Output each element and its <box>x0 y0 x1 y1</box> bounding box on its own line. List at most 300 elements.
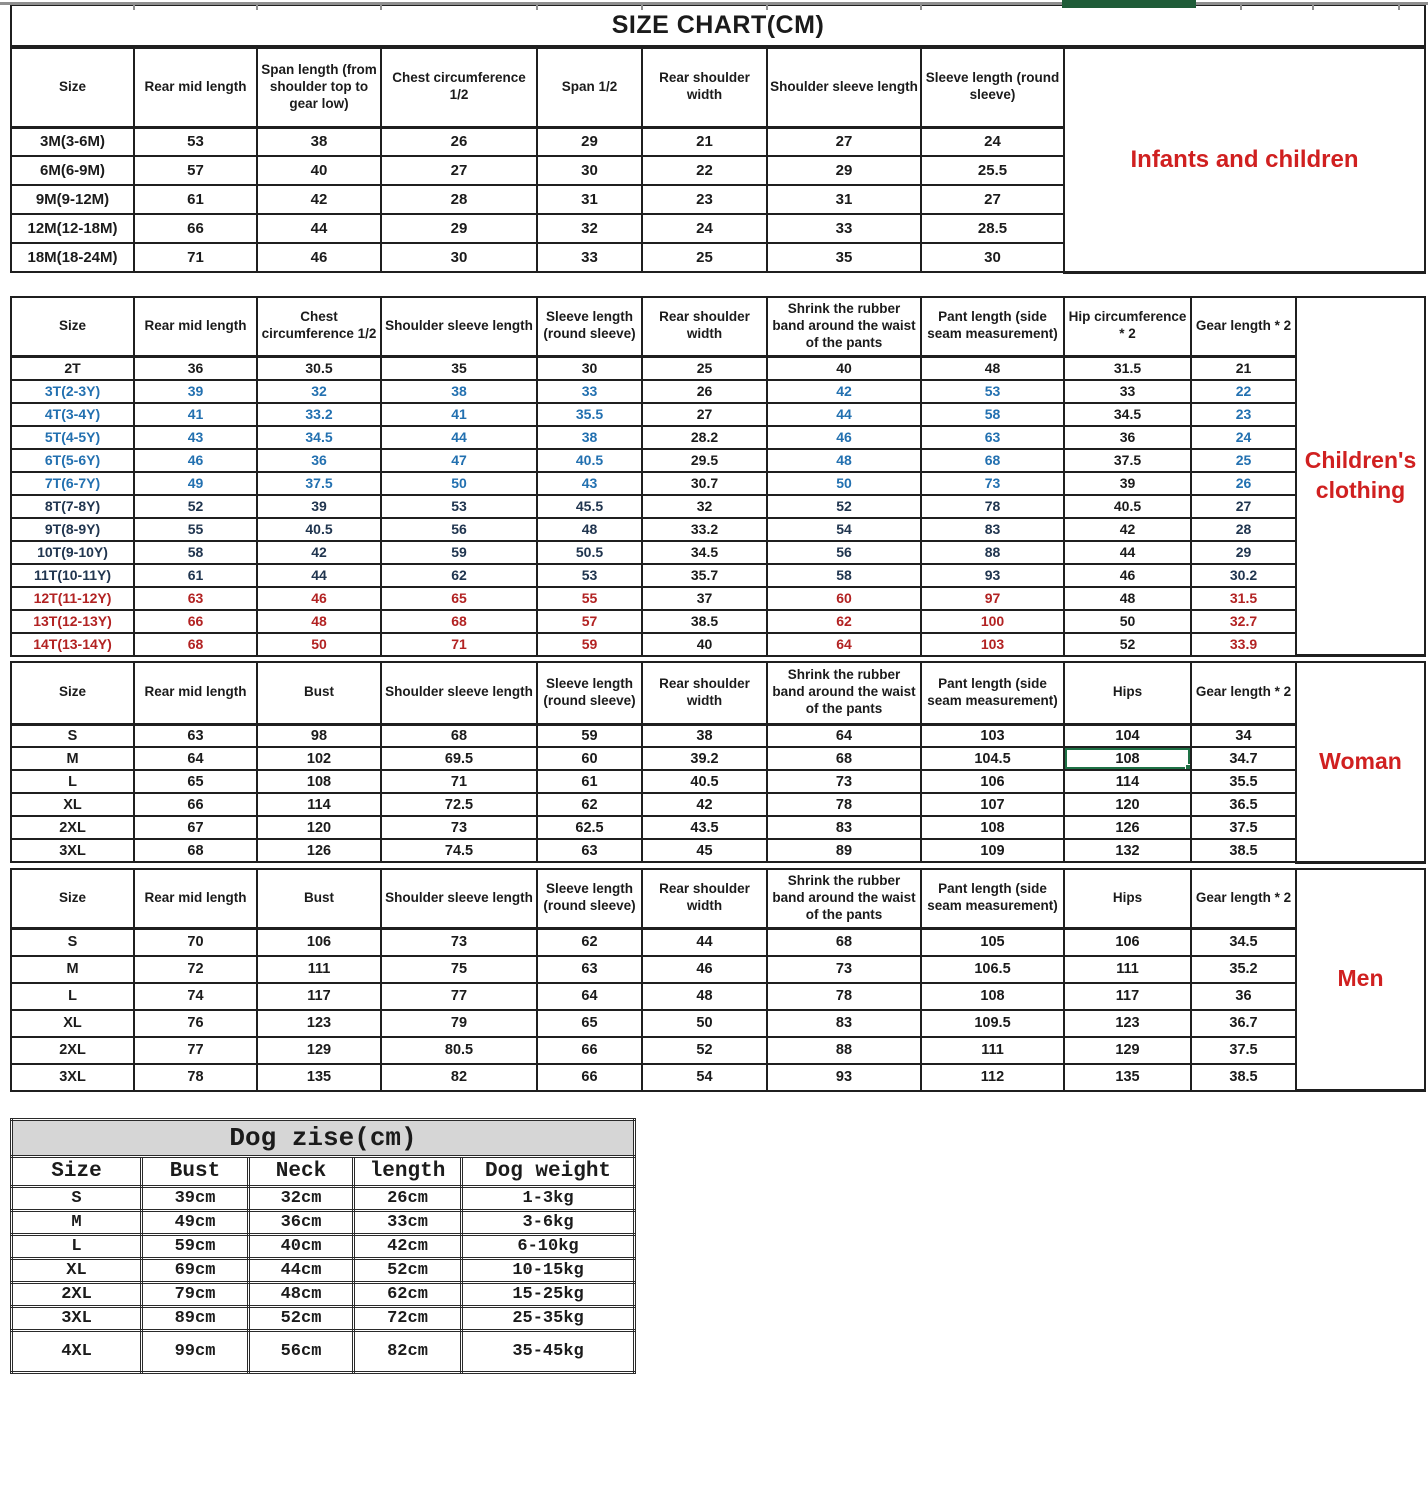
row-size: 2T <box>11 357 134 380</box>
row-size: 3M(3-6M) <box>11 127 134 156</box>
column-header: Shrink the rubber band around the waist of the pants <box>767 662 921 724</box>
cell: 35-45kg <box>462 1331 635 1373</box>
cell: 106 <box>921 770 1064 793</box>
cell: 30.2 <box>1191 564 1296 587</box>
cell: 37.5 <box>257 472 381 495</box>
cell: 48 <box>642 983 767 1010</box>
column-header: Neck <box>249 1157 354 1187</box>
cell: 40cm <box>249 1235 354 1259</box>
infants-children-size-table <box>10 4 1426 274</box>
cell: 59 <box>537 724 642 747</box>
cell: 45.5 <box>537 495 642 518</box>
row-size: 11T(10-11Y) <box>11 564 134 587</box>
cell: 71 <box>134 243 257 272</box>
cell: 37 <box>642 587 767 610</box>
cell: 111 <box>1064 956 1191 983</box>
cell: 38 <box>642 724 767 747</box>
cell: 33.9 <box>1191 633 1296 656</box>
children-clothing-size-table <box>10 296 1426 658</box>
cell: 34.5 <box>642 541 767 564</box>
row-size: XL <box>11 1010 134 1037</box>
cell: 73 <box>767 956 921 983</box>
row-size: S <box>12 1187 142 1211</box>
cell: 44 <box>381 426 537 449</box>
cell: 59 <box>537 633 642 656</box>
cell: 24 <box>921 127 1064 156</box>
cell: 34.5 <box>1064 403 1191 426</box>
cell: 38.5 <box>642 610 767 633</box>
cell: 27 <box>921 185 1064 214</box>
cell: 35.5 <box>537 403 642 426</box>
column-header: Pant length (side seam measurement) <box>921 297 1064 357</box>
table-row <box>12 1235 635 1259</box>
cell: 61 <box>134 564 257 587</box>
cell: 54 <box>642 1064 767 1091</box>
cell: 73 <box>381 929 537 956</box>
infants-chart-title: SIZE CHART(CM) <box>11 5 1425 47</box>
cell: 53 <box>537 564 642 587</box>
column-header: Rear mid length <box>134 869 257 929</box>
cell: 21 <box>642 127 767 156</box>
cell: 35 <box>767 243 921 272</box>
cell: 39.2 <box>642 747 767 770</box>
cell: 27 <box>767 127 921 156</box>
cell: 97 <box>921 587 1064 610</box>
cell: 123 <box>1064 1010 1191 1037</box>
column-header: length <box>354 1157 462 1187</box>
cell: 108 <box>921 816 1064 839</box>
cell: 30 <box>537 156 642 185</box>
cell: 65 <box>381 587 537 610</box>
cell: 98 <box>257 724 381 747</box>
cell: 32 <box>642 495 767 518</box>
table-row <box>11 380 1425 403</box>
row-size: 8T(7-8Y) <box>11 495 134 518</box>
cell: 103 <box>921 724 1064 747</box>
cell: 82cm <box>354 1331 462 1373</box>
column-header: Chest circumference 1/2 <box>257 297 381 357</box>
cell: 66 <box>537 1037 642 1064</box>
cell: 129 <box>257 1037 381 1064</box>
cell: 50 <box>381 472 537 495</box>
cell: 74.5 <box>381 839 537 862</box>
cell: 135 <box>257 1064 381 1091</box>
cell: 33.2 <box>257 403 381 426</box>
cell: 36 <box>257 449 381 472</box>
cell: 75 <box>381 956 537 983</box>
cell: 25 <box>1191 449 1296 472</box>
cell: 50 <box>257 633 381 656</box>
row-size: 4T(3-4Y) <box>11 403 134 426</box>
cell: 23 <box>642 185 767 214</box>
table-row <box>11 793 1425 816</box>
column-header: Sleeve length (round sleeve) <box>537 662 642 724</box>
cell: 66 <box>134 214 257 243</box>
cell: 42 <box>257 541 381 564</box>
cell: 120 <box>1064 793 1191 816</box>
table-row <box>11 449 1425 472</box>
top-tick <box>1312 2 1314 10</box>
cell: 76 <box>134 1010 257 1037</box>
top-tick <box>133 2 135 10</box>
cell: 47 <box>381 449 537 472</box>
cell: 29 <box>537 127 642 156</box>
cell: 48 <box>767 449 921 472</box>
cell: 64 <box>767 633 921 656</box>
dog-size-table <box>10 1118 636 1374</box>
cell: 46 <box>257 587 381 610</box>
cell: 79cm <box>142 1283 249 1307</box>
table-row <box>12 1187 635 1211</box>
cell: 26 <box>642 380 767 403</box>
selected-cell: 108 <box>1064 747 1191 770</box>
cell: 114 <box>257 793 381 816</box>
cell: 63 <box>134 724 257 747</box>
column-header: Rear shoulder width <box>642 662 767 724</box>
cell: 46 <box>642 956 767 983</box>
cell: 32 <box>257 380 381 403</box>
column-header: Pant length (side seam measurement) <box>921 869 1064 929</box>
cell: 35.2 <box>1191 956 1296 983</box>
cell: 135 <box>1064 1064 1191 1091</box>
cell: 33cm <box>354 1211 462 1235</box>
cell: 78 <box>767 983 921 1010</box>
cell: 42 <box>642 793 767 816</box>
cell: 34 <box>1191 724 1296 747</box>
cell: 44 <box>767 403 921 426</box>
table-row <box>11 518 1425 541</box>
cell: 39 <box>1064 472 1191 495</box>
cell: 99cm <box>142 1331 249 1373</box>
cell: 82 <box>381 1064 537 1091</box>
cell: 56cm <box>249 1331 354 1373</box>
cell: 1-3kg <box>462 1187 635 1211</box>
column-header: Dog weight <box>462 1157 635 1187</box>
row-size: 3T(2-3Y) <box>11 380 134 403</box>
cell: 108 <box>921 983 1064 1010</box>
cell: 40 <box>767 357 921 380</box>
column-header: Rear shoulder width <box>642 297 767 357</box>
column-header: Bust <box>257 869 381 929</box>
table-row <box>11 541 1425 564</box>
cell: 32 <box>537 214 642 243</box>
cell: 31.5 <box>1064 357 1191 380</box>
cell: 26 <box>381 127 537 156</box>
cell: 55 <box>134 518 257 541</box>
cell: 38.5 <box>1191 839 1296 862</box>
cell: 40.5 <box>537 449 642 472</box>
cell: 106 <box>257 929 381 956</box>
cell: 33 <box>537 380 642 403</box>
cell: 66 <box>134 610 257 633</box>
cell: 38 <box>257 127 381 156</box>
table-row <box>11 770 1425 793</box>
cell: 62 <box>381 564 537 587</box>
row-size: 2XL <box>11 816 134 839</box>
cell: 117 <box>257 983 381 1010</box>
cell: 40.5 <box>257 518 381 541</box>
table-row <box>12 1331 635 1373</box>
cell: 107 <box>921 793 1064 816</box>
cell: 72 <box>134 956 257 983</box>
women-size-table <box>10 661 1426 864</box>
cell: 132 <box>1064 839 1191 862</box>
cell: 29 <box>381 214 537 243</box>
cell: 46 <box>767 426 921 449</box>
cell: 65 <box>537 1010 642 1037</box>
cell: 38.5 <box>1191 1064 1296 1091</box>
cell: 25 <box>642 243 767 272</box>
table-row <box>11 1064 1425 1091</box>
cell: 53 <box>381 495 537 518</box>
column-header: Hips <box>1064 869 1191 929</box>
cell: 35.7 <box>642 564 767 587</box>
row-size: 7T(6-7Y) <box>11 472 134 495</box>
cell: 67 <box>134 816 257 839</box>
row-size: 2XL <box>11 1037 134 1064</box>
column-header: Rear shoulder width <box>642 869 767 929</box>
column-header: Size <box>12 1157 142 1187</box>
cell: 38 <box>381 380 537 403</box>
column-header: Size <box>11 869 134 929</box>
table-row <box>11 816 1425 839</box>
cell: 120 <box>257 816 381 839</box>
cell: 83 <box>921 518 1064 541</box>
table-row <box>11 426 1425 449</box>
cell: 34.5 <box>257 426 381 449</box>
row-size: M <box>11 956 134 983</box>
cell: 68 <box>767 747 921 770</box>
table-row <box>11 929 1425 956</box>
cell: 93 <box>767 1064 921 1091</box>
cell: 54 <box>767 518 921 541</box>
cell: 58 <box>921 403 1064 426</box>
cell: 126 <box>1064 816 1191 839</box>
cell: 66 <box>134 793 257 816</box>
cell: 68 <box>134 839 257 862</box>
column-header: Rear mid length <box>134 662 257 724</box>
top-tick <box>766 2 768 10</box>
cell: 64 <box>134 747 257 770</box>
cell: 30.5 <box>257 357 381 380</box>
cell: 68 <box>134 633 257 656</box>
table-row <box>12 1259 635 1283</box>
top-tick <box>1398 2 1400 10</box>
cell: 48 <box>1064 587 1191 610</box>
cell: 60 <box>537 747 642 770</box>
table-row <box>11 587 1425 610</box>
cell: 114 <box>1064 770 1191 793</box>
table-row <box>12 1211 635 1235</box>
cell: 44 <box>642 929 767 956</box>
cell: 56 <box>381 518 537 541</box>
cell: 39cm <box>142 1187 249 1211</box>
cell: 37.5 <box>1191 816 1296 839</box>
cell: 40 <box>257 156 381 185</box>
cell: 15-25kg <box>462 1283 635 1307</box>
cell: 70 <box>134 929 257 956</box>
cell: 36 <box>1064 426 1191 449</box>
cell: 68 <box>767 929 921 956</box>
table-row <box>11 633 1425 656</box>
table-row <box>11 839 1425 862</box>
row-size: S <box>11 724 134 747</box>
cell: 25 <box>642 357 767 380</box>
cell: 43 <box>134 426 257 449</box>
cell: 30 <box>921 243 1064 272</box>
cell: 129 <box>1064 1037 1191 1064</box>
row-size: M <box>12 1211 142 1235</box>
cell: 52 <box>767 495 921 518</box>
cell: 36 <box>1191 983 1296 1010</box>
cell: 21 <box>1191 357 1296 380</box>
cell: 71 <box>381 770 537 793</box>
row-size: XL <box>11 793 134 816</box>
cell: 83 <box>767 816 921 839</box>
row-size: 2XL <box>12 1283 142 1307</box>
cell: 29 <box>1191 541 1296 564</box>
table-row <box>11 403 1425 426</box>
cell: 103 <box>921 633 1064 656</box>
cell: 72cm <box>354 1307 462 1331</box>
cell: 28 <box>381 185 537 214</box>
column-header: Sleeve length (round sleeve) <box>921 47 1064 127</box>
cell: 78 <box>921 495 1064 518</box>
column-header: Bust <box>142 1157 249 1187</box>
cell: 27 <box>1191 495 1296 518</box>
cell: 62 <box>537 793 642 816</box>
cell: 22 <box>1191 380 1296 403</box>
cell: 28 <box>1191 518 1296 541</box>
row-size: 9M(9-12M) <box>11 185 134 214</box>
row-size: 3XL <box>12 1307 142 1331</box>
cell: 48 <box>537 518 642 541</box>
row-size: XL <box>12 1259 142 1283</box>
cell: 26 <box>1191 472 1296 495</box>
cell: 62.5 <box>537 816 642 839</box>
cell: 52cm <box>354 1259 462 1283</box>
cell: 30.7 <box>642 472 767 495</box>
row-size: L <box>11 770 134 793</box>
cell: 50 <box>1064 610 1191 633</box>
cell: 43.5 <box>642 816 767 839</box>
table-row <box>11 610 1425 633</box>
table-row <box>11 357 1425 380</box>
cell: 22 <box>642 156 767 185</box>
column-header: Shoulder sleeve length <box>381 662 537 724</box>
cell: 93 <box>921 564 1064 587</box>
column-header: Span length (from shoulder top to gear low) <box>257 47 381 127</box>
row-size: 3XL <box>11 1064 134 1091</box>
cell: 48cm <box>249 1283 354 1307</box>
column-header: Shrink the rubber band around the waist of the pants <box>767 869 921 929</box>
cell: 25.5 <box>921 156 1064 185</box>
cell: 89cm <box>142 1307 249 1331</box>
cell: 73 <box>921 472 1064 495</box>
column-header: Shoulder sleeve length <box>381 869 537 929</box>
cell: 27 <box>642 403 767 426</box>
row-size: 4XL <box>12 1331 142 1373</box>
column-header: Sleeve length (round sleeve) <box>537 297 642 357</box>
cell: 57 <box>134 156 257 185</box>
cell: 89 <box>767 839 921 862</box>
dog-chart-title: Dog zise(cm) <box>12 1120 635 1157</box>
cell: 72.5 <box>381 793 537 816</box>
row-size: 6T(5-6Y) <box>11 449 134 472</box>
cell: 46 <box>1064 564 1191 587</box>
row-size: L <box>12 1235 142 1259</box>
cell: 10-15kg <box>462 1259 635 1283</box>
column-header: Rear mid length <box>134 47 257 127</box>
column-header: Rear shoulder width <box>642 47 767 127</box>
cell: 106 <box>1064 929 1191 956</box>
cell: 42 <box>1064 518 1191 541</box>
cell: 34.7 <box>1191 747 1296 770</box>
cell: 126 <box>257 839 381 862</box>
cell: 56 <box>767 541 921 564</box>
table-row <box>12 1283 635 1307</box>
cell: 108 <box>257 770 381 793</box>
cell: 80.5 <box>381 1037 537 1064</box>
cell: 36.5 <box>1191 793 1296 816</box>
cell: 74 <box>134 983 257 1010</box>
cell: 36 <box>134 357 257 380</box>
cell: 78 <box>134 1064 257 1091</box>
cell: 57 <box>537 610 642 633</box>
cell: 52 <box>134 495 257 518</box>
cell: 44 <box>257 564 381 587</box>
cell: 42 <box>257 185 381 214</box>
column-header: Shoulder sleeve length <box>767 47 921 127</box>
table-row <box>11 747 1425 770</box>
column-header: Sleeve length (round sleeve) <box>537 869 642 929</box>
cell: 62cm <box>354 1283 462 1307</box>
cell: 35 <box>381 357 537 380</box>
cell: 77 <box>134 1037 257 1064</box>
table-row <box>11 495 1425 518</box>
cell: 111 <box>921 1037 1064 1064</box>
cell: 40.5 <box>642 770 767 793</box>
cell: 48 <box>257 610 381 633</box>
column-header: Size <box>11 297 134 357</box>
cell: 117 <box>1064 983 1191 1010</box>
top-tick <box>641 2 643 10</box>
cell: 26cm <box>354 1187 462 1211</box>
column-header: Hip circumference * 2 <box>1064 297 1191 357</box>
cell: 64 <box>767 724 921 747</box>
group-label-men: Men <box>1296 869 1425 1091</box>
cell: 37.5 <box>1191 1037 1296 1064</box>
cell: 31.5 <box>1191 587 1296 610</box>
cell: 73 <box>381 816 537 839</box>
column-header: Gear length * 2 <box>1191 662 1296 724</box>
cell: 65 <box>134 770 257 793</box>
column-header: Chest circumference 1/2 <box>381 47 537 127</box>
cell: 109 <box>921 839 1064 862</box>
table-row <box>11 564 1425 587</box>
column-header: Pant length (side seam measurement) <box>921 662 1064 724</box>
cell: 39 <box>257 495 381 518</box>
cell: 29.5 <box>642 449 767 472</box>
cell: 50 <box>767 472 921 495</box>
cell: 77 <box>381 983 537 1010</box>
cell: 109.5 <box>921 1010 1064 1037</box>
cell: 30 <box>381 243 537 272</box>
table-row <box>12 1307 635 1331</box>
top-tick <box>380 2 382 10</box>
table-row <box>11 472 1425 495</box>
cell: 58 <box>767 564 921 587</box>
